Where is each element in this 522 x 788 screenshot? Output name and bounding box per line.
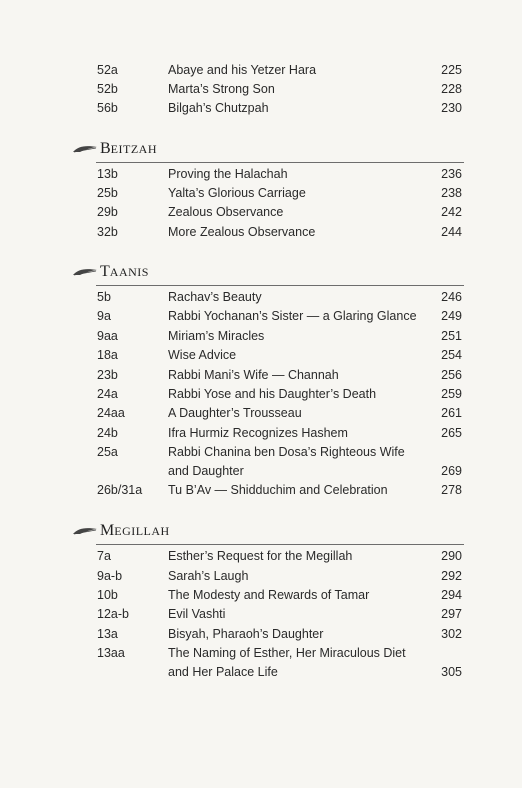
entry-ref: 32b [97, 225, 118, 239]
entry-page: 265 [441, 426, 462, 440]
entry-title: Yalta’s Glorious Carriage [168, 186, 306, 200]
entry-ref: 56b [97, 101, 118, 115]
section-rule [96, 162, 464, 163]
toc-entry-continued [0, 462, 522, 481]
entry-ref: 26b/31a [97, 483, 143, 497]
entry-ref: 25a [97, 445, 118, 459]
entry-title: Wise Advice [168, 348, 237, 362]
toc-entry [0, 424, 522, 443]
toc-entry [0, 547, 522, 566]
entry-page: 246 [441, 290, 462, 304]
entry-page: 244 [441, 225, 462, 239]
entry-title: Evil Vashti [168, 607, 226, 621]
entry-page: 238 [441, 186, 462, 200]
entry-page: 242 [441, 205, 462, 219]
entry-ref: 12a-b [97, 607, 129, 621]
toc-entry [0, 203, 522, 222]
entry-page: 294 [441, 588, 462, 602]
entry-title: A Daughter’s Trousseau [168, 406, 302, 420]
toc-entry [0, 346, 522, 365]
toc-entry [0, 385, 522, 404]
toc-entry [0, 644, 522, 663]
entry-page: 228 [441, 82, 462, 96]
toc-entry [0, 80, 522, 99]
entry-ref: 9a-b [97, 569, 123, 583]
entry-ref: 5b [97, 290, 111, 304]
entry-page: 249 [441, 309, 462, 323]
quill-ornament-icon [72, 139, 98, 161]
toc-entry [0, 99, 522, 118]
entry-ref: 7a [97, 549, 111, 563]
entry-page: 256 [441, 368, 462, 382]
entry-title: Abaye and his Yetzer Hara [168, 63, 317, 77]
toc-entry [0, 481, 522, 500]
entry-ref: 9a [97, 309, 111, 323]
entry-title: Bisyah, Pharaoh’s Daughter [168, 627, 324, 641]
section-rule [96, 544, 464, 545]
toc-entry [0, 567, 522, 586]
entry-ref: 25b [97, 186, 118, 200]
entry-title: Esther’s Request for the Megillah [168, 549, 353, 563]
entry-ref: 29b [97, 205, 118, 219]
entry-page: 305 [441, 665, 462, 679]
entry-page: 290 [441, 549, 462, 563]
toc-entry [0, 61, 522, 80]
section-heading-beitzah [72, 138, 157, 160]
entry-page: 236 [441, 167, 462, 181]
toc-entry [0, 288, 522, 307]
entry-page: 261 [441, 406, 462, 420]
entry-title: Rabbi Mani’s Wife — Channah [168, 368, 339, 382]
toc-entry-continued [0, 663, 522, 682]
heading-initial: M [100, 522, 115, 539]
entry-page: 254 [441, 348, 462, 362]
heading-rest: EGILLAH [114, 524, 170, 538]
entry-page: 278 [441, 483, 462, 497]
entry-title: Ifra Hurmiz Recognizes Hashem [168, 426, 348, 440]
entry-ref: 13aa [97, 646, 125, 660]
heading-rest: AANIS [109, 265, 149, 279]
entry-ref: 10b [97, 588, 118, 602]
entry-title: Tu B’Av — Shidduchim and Celebration [168, 483, 388, 497]
entry-title: Proving the Halachah [168, 167, 288, 181]
entry-title-continued: and Her Palace Life [168, 665, 278, 679]
toc-entry [0, 625, 522, 644]
entry-title: Rabbi Yose and his Daughter’s Death [168, 387, 377, 401]
entry-page: 302 [441, 627, 462, 641]
entry-title: The Naming of Esther, Her Miraculous Diet [168, 646, 406, 660]
entry-title: Marta’s Strong Son [168, 82, 275, 96]
entry-page: 292 [441, 569, 462, 583]
quill-ornament-icon [72, 521, 98, 543]
entry-title: Rachav’s Beauty [168, 290, 262, 304]
toc-entry [0, 165, 522, 184]
entry-page: 297 [441, 607, 462, 621]
entry-page: 259 [441, 387, 462, 401]
section-rule [96, 285, 464, 286]
entry-ref: 24a [97, 387, 118, 401]
entry-ref: 24b [97, 426, 118, 440]
entry-page: 251 [441, 329, 462, 343]
toc-entry [0, 184, 522, 203]
entry-ref: 23b [97, 368, 118, 382]
entry-ref: 52b [97, 82, 118, 96]
toc-entry [0, 366, 522, 385]
entry-title: More Zealous Observance [168, 225, 316, 239]
entry-ref: 18a [97, 348, 118, 362]
toc-entry [0, 327, 522, 346]
quill-ornament-icon [72, 262, 98, 284]
entry-title: Bilgah’s Chutzpah [168, 101, 269, 115]
entry-ref: 13a [97, 627, 118, 641]
entry-ref: 13b [97, 167, 118, 181]
entry-title: The Modesty and Rewards of Tamar [168, 588, 370, 602]
toc-entry [0, 605, 522, 624]
entry-title: Miriam’s Miracles [168, 329, 265, 343]
entry-title: Sarah’s Laugh [168, 569, 249, 583]
entry-title-continued: and Daughter [168, 464, 244, 478]
entry-title: Rabbi Chanina ben Dosa’s Righteous Wife [168, 445, 405, 459]
toc-entry [0, 404, 522, 423]
heading-initial: T [100, 263, 110, 280]
heading-rest: EITZAH [110, 142, 157, 156]
section-heading-taanis [72, 261, 149, 283]
toc-entry [0, 586, 522, 605]
entry-page: 225 [441, 63, 462, 77]
heading-initial: B [100, 140, 111, 157]
entry-ref: 24aa [97, 406, 125, 420]
toc-entry [0, 443, 522, 462]
entry-page: 230 [441, 101, 462, 115]
toc-entry [0, 307, 522, 326]
entry-title: Rabbi Yochanan’s Sister — a Glaring Glance [168, 309, 417, 323]
toc-entry [0, 223, 522, 242]
section-heading-megillah [72, 520, 170, 542]
entry-ref: 52a [97, 63, 118, 77]
entry-page: 269 [441, 464, 462, 478]
entry-ref: 9aa [97, 329, 118, 343]
entry-title: Zealous Observance [168, 205, 284, 219]
